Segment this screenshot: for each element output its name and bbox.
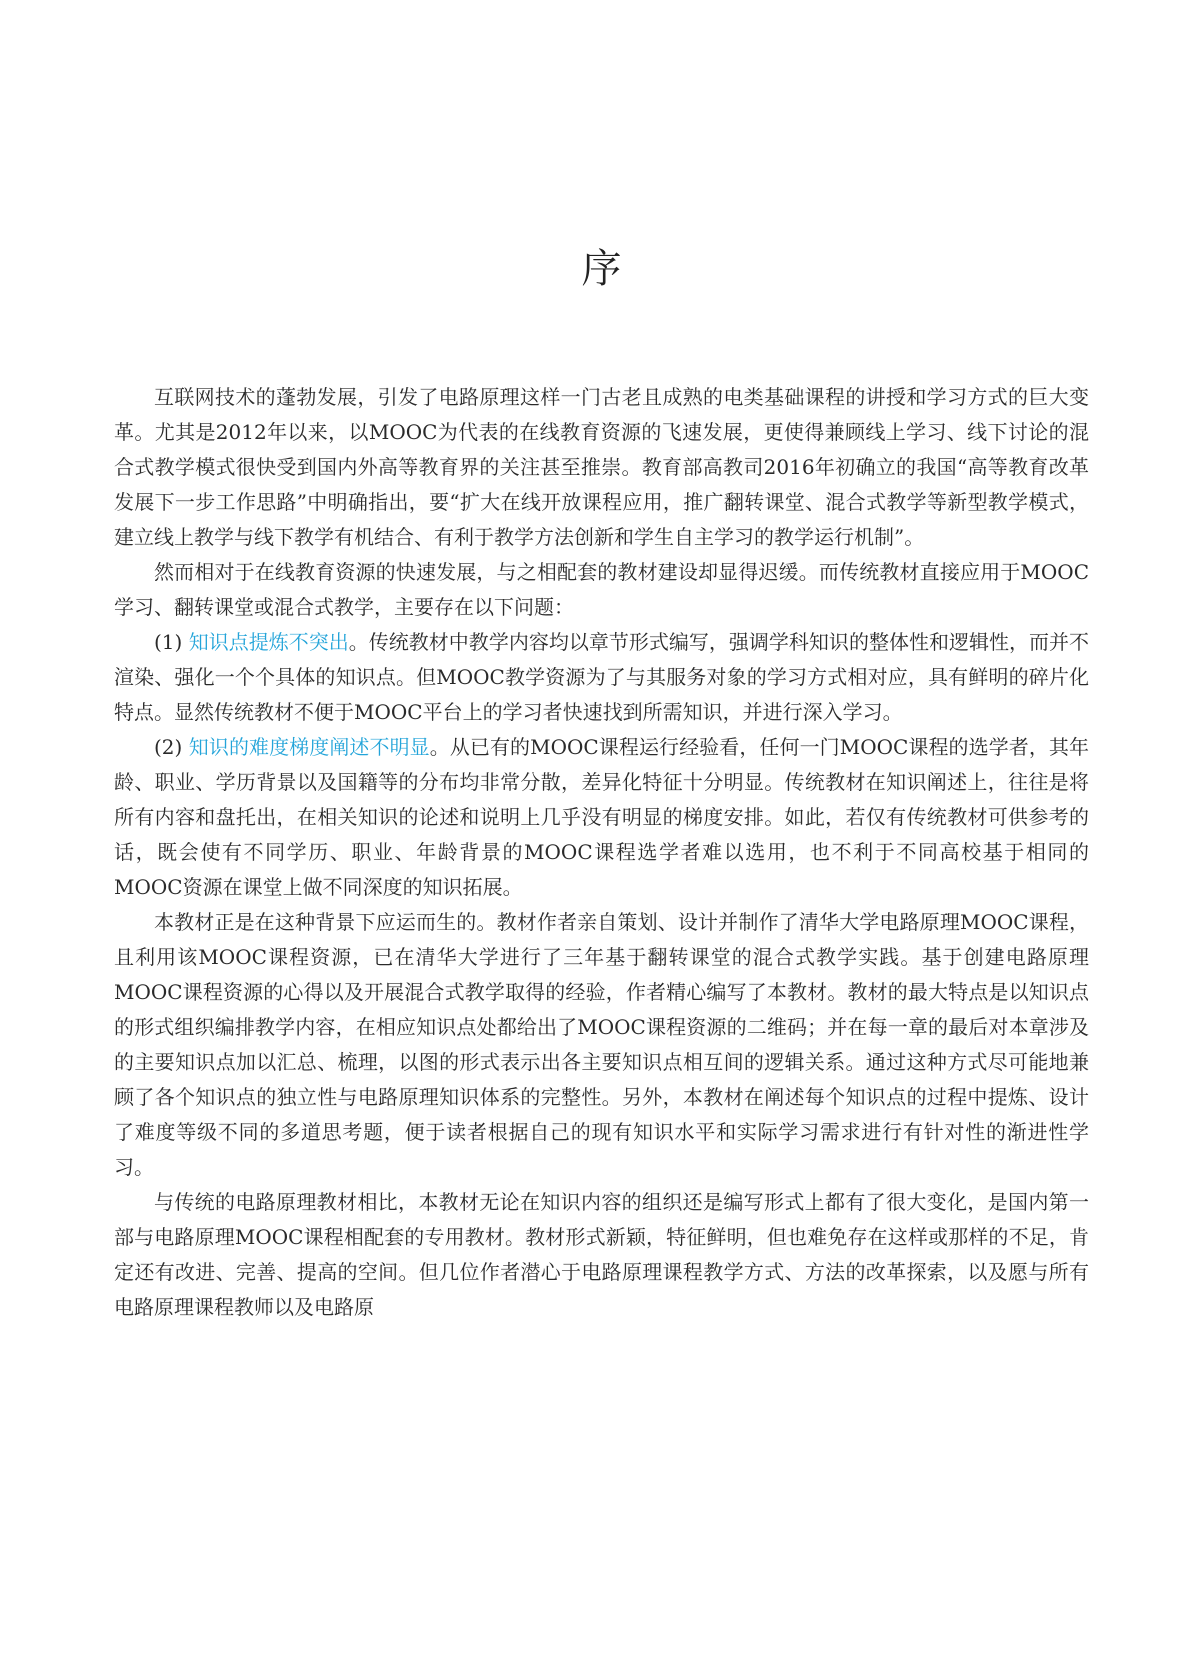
preface-body <box>114 380 1089 1325</box>
paragraph-2-text: 然而相对于在线教育资源的快速发展，与之相配套的教材建设却显得迟缓。而传统教材直接应用于MOOC学习、翻转课堂或混合式教学，主要存在以下问题： <box>114 560 1089 619</box>
paragraph-5-text: 本教材正是在这种背景下应运而生的。教材作者亲自策划、设计并制作了清华大学电路原理MOOC课程，且利用该MOOC课程资源，已在清华大学进行了三年基于翻转课堂的混合式教学实践。基于创建电路原理MOOC课程资源的心得以及开展混合式教学取得的经验，作者精心编写了本教材。教材的最大特点是以知识点的形式组织编排教学内容，在相应知识点处都给出了MOOC课程资源的二维码；并在每一章的最后对本章涉及的主要知识点加以汇总、梳理，以图的形式表示出各主要知识点相互间的逻辑关系。通过这种方式尽可能地兼顾了各个知识点的独立性与电路原理知识体系的完整性。另外，本教材在阐述每个知识点的过程中提炼、设计了难度等级不同的多道思考题，便于读者根据自己的现有知识水平和实际学习需求进行有针对性的渐进性学习。 <box>114 910 1089 1179</box>
paragraph-4-highlight: 知识的难度梯度阐述不明显 <box>188 735 430 759</box>
paragraph-6-text: 与传统的电路原理教材相比，本教材无论在知识内容的组织还是编写形式上都有了很大变化，是国内第一部与电路原理MOOC课程相配套的专用教材。教材形式新颖，特征鲜明，但也难免存在这样或那样的不足，肯定还有改进、完善、提高的空间。但几位作者潜心于电路原理课程教学方式、方法的改革探索，以及愿与所有电路原理课程教师以及电路原 <box>114 1190 1089 1319</box>
paragraph-4 <box>114 730 1089 905</box>
paragraph-6 <box>114 1185 1089 1325</box>
paragraph-3 <box>114 625 1089 730</box>
paragraph-4-prefix: (2) <box>154 735 189 759</box>
paragraph-1-text: 互联网技术的蓬勃发展，引发了电路原理这样一门古老且成熟的电类基础课程的讲授和学习方式的巨大变革。尤其是2012年以来，以MOOC为代表的在线教育资源的飞速发展，更使得兼顾线上学习、线下讨论的混合式教学模式很快受到国内外高等教育界的关注甚至推崇。教育部高教司2016年初确立的我国“高等教育改革发展下一步工作思路”中明确指出，要“扩大在线开放课程应用，推广翻转课堂、混合式教学等新型教学模式，建立线上教学与线下教学有机结合、有利于教学方法创新和学生自主学习的教学运行机制”。 <box>114 385 1089 549</box>
paragraph-5 <box>114 905 1089 1185</box>
paragraph-3-highlight: 知识点提炼不突出 <box>188 630 349 654</box>
paragraph-4-text: 。从已有的MOOC课程运行经验看，任何一门MOOC课程的选学者，其年龄、职业、学历背景以及国籍等的分布均非常分散，差异化特征十分明显。传统教材在知识阐述上，往往是将所有内容和盘托出，在相关知识的论述和说明上几乎没有明显的梯度安排。如此，若仅有传统教材可供参考的话，既会使有不同学历、职业、年龄背景的MOOC课程选学者难以选用，也不利于不同高校基于相同的MOOC资源在课堂上做不同深度的知识拓展。 <box>114 735 1090 899</box>
paragraph-1 <box>114 380 1089 555</box>
paragraph-3-text: 。传统教材中教学内容均以章节形式编写，强调学科知识的整体性和逻辑性，而并不渲染、强化一个个具体的知识点。但MOOC教学资源为了与其服务对象的学习方式相对应，具有鲜明的碎片化特点。显然传统教材不便于MOOC平台上的学习者快速找到所需知识，并进行深入学习。 <box>114 630 1090 724</box>
page-title: 序 <box>581 246 622 292</box>
paragraph-3-prefix: (1) <box>154 630 189 654</box>
paragraph-2 <box>114 555 1089 625</box>
